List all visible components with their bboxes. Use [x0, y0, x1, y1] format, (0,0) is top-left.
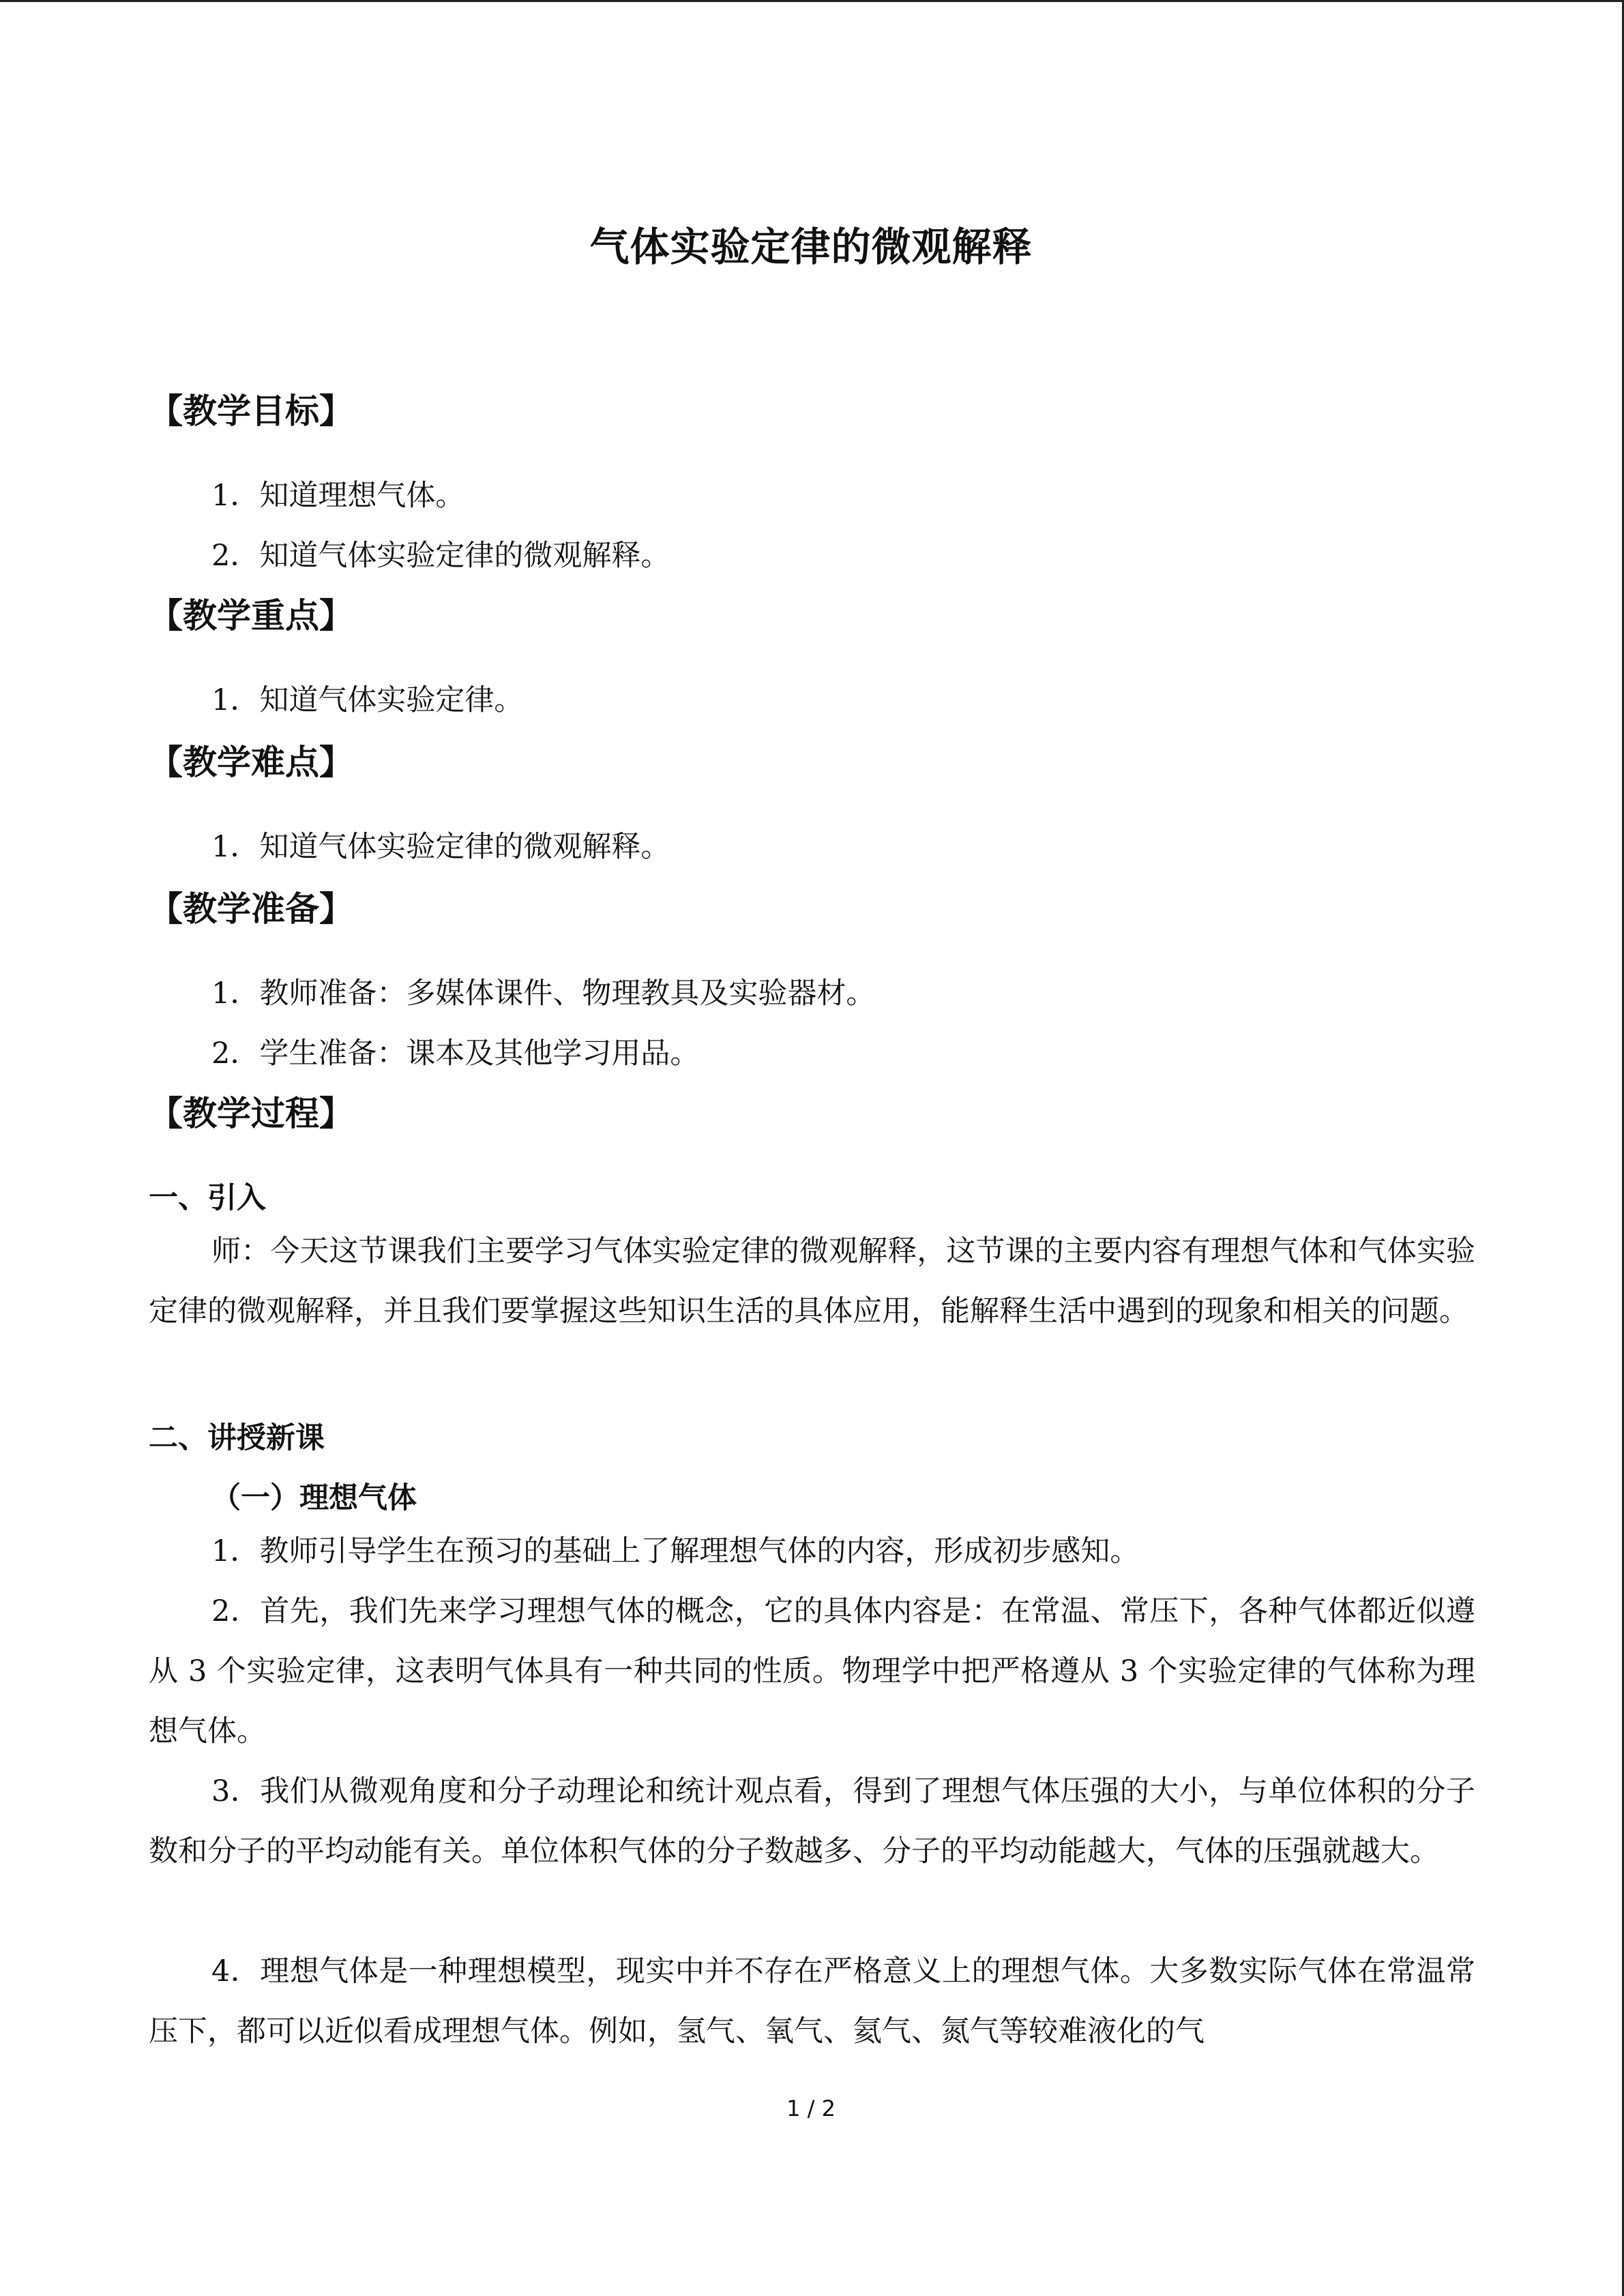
paragraph: 1．教师引导学生在预习的基础上了解理想气体的内容，形成初步感知。: [211, 1534, 1140, 1568]
subheading-ideal-gas: （一）理想气体: [211, 1481, 417, 1515]
subheading-new-lesson: 二、讲授新课: [149, 1421, 325, 1455]
subheading-intro: 一、引入: [149, 1181, 266, 1215]
paragraph: 4．理想气体是一种理想模型，现实中并不存在严格意义上的理想气体。大多数实际气体在常温常压下，都可以近似看成理想气体。例如，氢气、氧气、氦气、氮气等较难液化的气: [149, 1954, 1475, 2048]
page-title: 气体实验定律的微观解释: [589, 224, 1033, 270]
paragraph-intro: 师：今天这节课我们主要学习气体实验定律的微观解释，这节课的主要内容有理想气体和气体实验定律的微观解释，并且我们要掌握这些知识生活的具体应用，能解释生活中遇到的现象和相关的问题。: [149, 1234, 1475, 1328]
list-item: 1．教师准备：多媒体课件、物理教具及实验器材。: [211, 976, 876, 1011]
section-heading-difficulties: 【教学难点】: [149, 743, 353, 782]
section-heading-process: 【教学过程】: [149, 1094, 353, 1133]
paragraph: 2．首先，我们先来学习理想气体的概念，它的具体内容是：在常温、常压下，各种气体都近似遵从 3 个实验定律，这表明气体具有一种共同的性质。物理学中把严格遵从 3 个实验定律的气体称为理想气体。: [149, 1594, 1475, 1748]
section-heading-goals: 【教学目标】: [149, 391, 353, 431]
list-item: 1．知道气体实验定律的微观解释。: [211, 830, 670, 864]
section-heading-key-points: 【教学重点】: [149, 596, 353, 636]
section-heading-preparation: 【教学准备】: [149, 889, 353, 929]
paragraph: 3．我们从微观角度和分子动理论和统计观点看，得到了理想气体压强的大小，与单位体积的分子数和分子的平均动能有关。单位体积气体的分子数越多、分子的平均动能越大，气体的压强就越大。: [149, 1774, 1475, 1868]
list-item: 2．学生准备：课本及其他学习用品。: [211, 1037, 700, 1071]
page-indicator: 1 / 2: [786, 2096, 836, 2121]
list-item: 1．知道气体实验定律。: [211, 683, 524, 717]
list-item: 2．知道气体实验定律的微观解释。: [211, 539, 670, 573]
list-item: 1．知道理想气体。: [211, 479, 465, 513]
